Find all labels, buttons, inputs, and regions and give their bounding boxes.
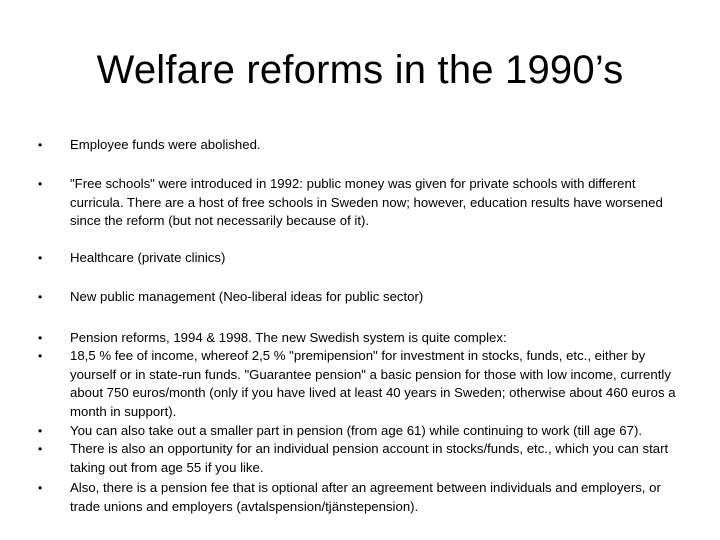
bullet-text-free-schools: "Free schools" were introduced in 1992: public money was given for private schools with different curricula. There are a host of free schools in Sweden now; however, education results have worsened since the reform (but not necessarily because of it).	[70, 176, 663, 228]
bullet-text-optional-pension-fee: Also, there is a pension fee that is optional after an agreement between individuals and employers, or trade unions and employers (avtalspension/tjänstepension).	[70, 480, 661, 514]
bullet-icon: •	[38, 424, 43, 438]
bullet-icon: •	[38, 290, 43, 304]
bullet-text-pension-fee-details: 18,5 % fee of income, whereof 2,5 % "premipension" for investment in stocks, funds, etc., either by yourself or in state-run funds. "Guarantee pension" a basic pension for those with low income, currently about 750 euros/month (only if you have lived at least 40 years in Sweden; otherwise about 460 euros a month in support).	[70, 348, 676, 419]
bullet-icon: •	[38, 251, 43, 265]
bullet-text-pension-reforms: Pension reforms, 1994 & 1998. The new Swedish system is quite complex:	[70, 330, 507, 345]
bullet-text-partial-pension: You can also take out a smaller part in pension (from age 61) while continuing to work (till age 67).	[70, 423, 643, 438]
bullet-icon: •	[38, 177, 43, 191]
bullet-text-employee-funds: Employee funds were abolished.	[70, 137, 261, 152]
bullet-icon: •	[38, 442, 43, 456]
bullet-text-new-public-management: New public management (Neo-liberal ideas for public sector)	[70, 289, 424, 304]
bullet-text-individual-pension-account: There is also an opportunity for an individual pension account in stocks/funds, etc., which you can start taking out from age 55 if you like.	[70, 441, 669, 475]
bullet-icon: •	[38, 331, 43, 345]
slide-title: Welfare reforms in the 1990’s	[96, 48, 624, 92]
bullet-icon: •	[38, 349, 43, 363]
bullet-icon: •	[38, 481, 43, 495]
bullet-icon: •	[38, 138, 43, 152]
bullet-text-healthcare: Healthcare (private clinics)	[70, 250, 226, 265]
